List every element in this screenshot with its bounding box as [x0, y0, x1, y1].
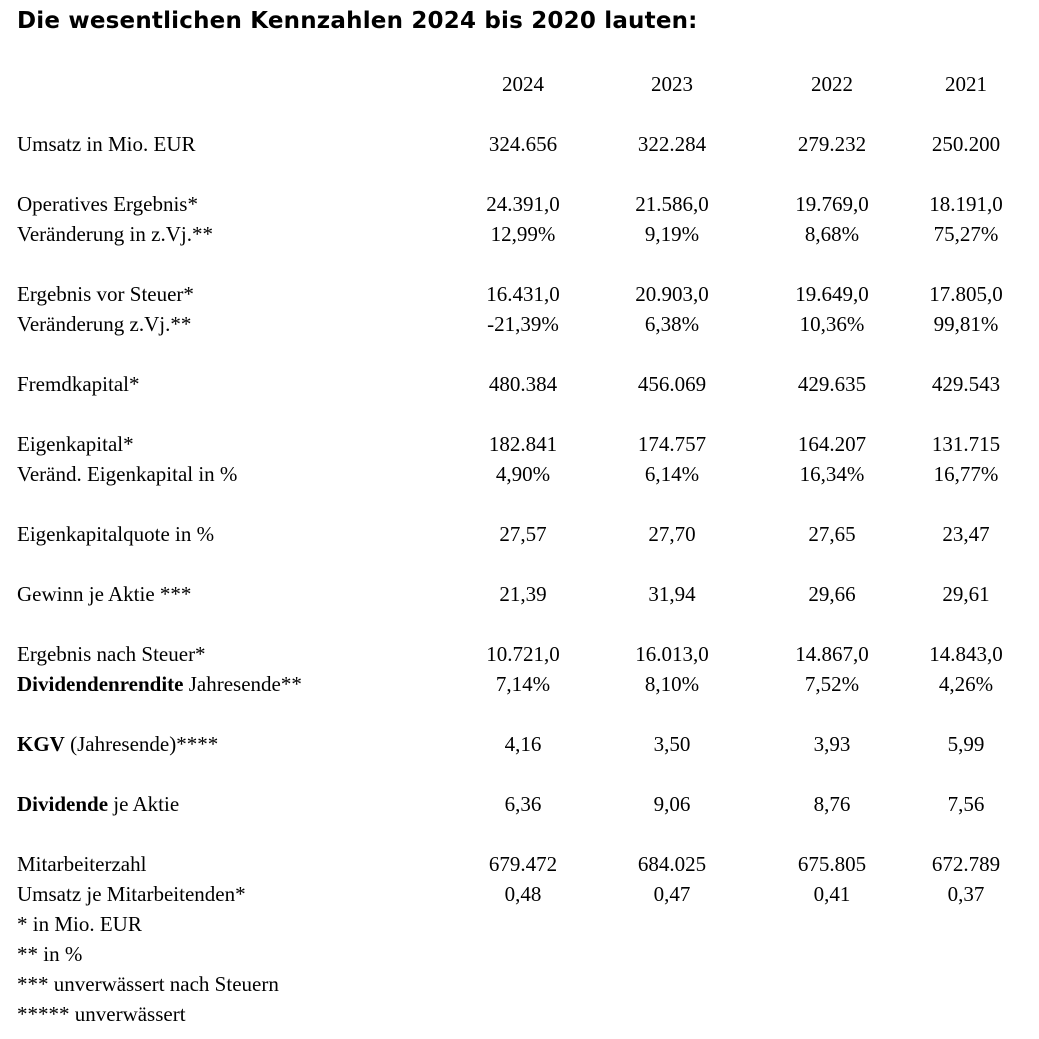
table-cell: 679.472	[488, 852, 558, 876]
row-label-fremdkapital: Fremdkapital*	[17, 372, 140, 396]
table-cell: 31,94	[648, 582, 696, 606]
table-cell: 99,81%	[933, 312, 999, 336]
table-cell: 250.200	[931, 132, 1001, 156]
row-label-rest: je Aktie	[108, 792, 180, 816]
table-cell: 7,52%	[804, 672, 860, 696]
table-cell: 24.391,0	[486, 192, 560, 216]
table-cell: 672.789	[931, 852, 1001, 876]
table-cell: 19.769,0	[795, 192, 869, 216]
table-cell: 16,77%	[933, 462, 999, 486]
table-cell: 131.715	[931, 432, 1001, 456]
row-label-bold: Dividende	[17, 792, 109, 816]
row-label-ergebnis-vor-steuer: Ergebnis vor Steuer*	[17, 282, 194, 306]
table-cell: 0,41	[813, 882, 851, 906]
row-label-eigenkapitalquote: Eigenkapitalquote in %	[17, 522, 215, 546]
table-cell: 9,06	[653, 792, 691, 816]
table-cell: 14.867,0	[795, 642, 869, 666]
table-cell: 16.431,0	[486, 282, 560, 306]
table-cell: 27,65	[808, 522, 856, 546]
footnote: *** unverwässert nach Steuern	[17, 972, 279, 996]
table-cell: 0,47	[653, 882, 691, 906]
row-label-veraenderung-operativ: Veränderung in z.Vj.**	[17, 222, 213, 246]
table-cell: 3,50	[653, 732, 691, 756]
table-cell: 456.069	[637, 372, 707, 396]
table-cell: 16.013,0	[635, 642, 709, 666]
table-cell: 10.721,0	[486, 642, 560, 666]
table-cell: 4,16	[504, 732, 542, 756]
table-cell: 4,90%	[495, 462, 551, 486]
table-cell: -21,39%	[487, 312, 559, 336]
table-cell: 21.586,0	[635, 192, 709, 216]
table-cell: 27,70	[648, 522, 696, 546]
table-cell: 4,26%	[938, 672, 994, 696]
table-cell: 8,76	[813, 792, 851, 816]
table-cell: 5,99	[947, 732, 985, 756]
row-label-eigenkapital: Eigenkapital*	[17, 432, 134, 456]
table-cell: 429.543	[931, 372, 1001, 396]
year-header-2022: 2022	[811, 72, 853, 96]
table-cell: 429.635	[797, 372, 867, 396]
row-label-bold: KGV	[17, 732, 65, 756]
row-label-kgv	[17, 729, 218, 759]
row-label-dividende	[17, 789, 179, 819]
table-cell: 27,57	[499, 522, 547, 546]
table-cell: 29,66	[808, 582, 856, 606]
row-label-operatives-ergebnis: Operatives Ergebnis*	[17, 192, 198, 216]
row-label-rest: Jahresende**	[183, 672, 302, 696]
table-cell: 19.649,0	[795, 282, 869, 306]
table-cell: 684.025	[637, 852, 707, 876]
table-cell: 164.207	[797, 432, 867, 456]
table-cell: 14.843,0	[929, 642, 1003, 666]
table-cell: 6,36	[504, 792, 542, 816]
table-cell: 75,27%	[933, 222, 999, 246]
table-cell: 9,19%	[644, 222, 700, 246]
year-header-2021: 2021	[945, 72, 987, 96]
row-label-veraend-eigenkapital: Veränd. Eigenkapital in %	[17, 462, 238, 486]
table-cell: 8,10%	[644, 672, 700, 696]
table-cell: 21,39	[499, 582, 547, 606]
table-cell: 23,47	[942, 522, 990, 546]
table-cell: 16,34%	[799, 462, 865, 486]
footnote: ***** unverwässert	[17, 1002, 186, 1026]
table-cell: 480.384	[488, 372, 558, 396]
table-cell: 8,68%	[804, 222, 860, 246]
table-cell: 6,14%	[644, 462, 700, 486]
row-label-mitarbeiterzahl: Mitarbeiterzahl	[17, 852, 147, 876]
row-label-rest: (Jahresende)****	[64, 732, 219, 756]
row-label-gewinn-je-aktie: Gewinn je Aktie ***	[17, 582, 192, 606]
table-cell: 17.805,0	[929, 282, 1003, 306]
table-cell: 7,56	[947, 792, 985, 816]
row-label-veraenderung-vor-steuer: Veränderung z.Vj.**	[17, 312, 192, 336]
table-cell: 675.805	[797, 852, 867, 876]
footnote: * in Mio. EUR	[17, 912, 142, 936]
row-label-dividendenrendite	[17, 669, 302, 699]
table-cell: 18.191,0	[929, 192, 1003, 216]
table-cell: 279.232	[797, 132, 867, 156]
footnote: ** in %	[17, 942, 83, 966]
table-cell: 10,36%	[799, 312, 865, 336]
table-cell: 20.903,0	[635, 282, 709, 306]
table-cell: 0,37	[947, 882, 985, 906]
year-header-2024: 2024	[502, 72, 544, 96]
table-cell: 6,38%	[644, 312, 700, 336]
table-cell: 29,61	[942, 582, 990, 606]
page-title: Die wesentlichen Kennzahlen 2024 bis 2020 lauten:	[17, 8, 698, 34]
table-cell: 3,93	[813, 732, 851, 756]
row-label-bold: Dividendenrendite	[17, 672, 184, 696]
row-label-umsatz-je-mitarbeitenden: Umsatz je Mitarbeitenden*	[17, 882, 246, 906]
row-label-ergebnis-nach-steuer: Ergebnis nach Steuer*	[17, 642, 206, 666]
table-cell: 324.656	[488, 132, 558, 156]
row-label-umsatz: Umsatz in Mio. EUR	[17, 132, 196, 156]
table-cell: 174.757	[637, 432, 707, 456]
table-cell: 0,48	[504, 882, 542, 906]
table-cell: 182.841	[488, 432, 558, 456]
table-cell: 322.284	[637, 132, 707, 156]
year-header-2023: 2023	[651, 72, 693, 96]
table-cell: 7,14%	[495, 672, 551, 696]
table-cell: 12,99%	[490, 222, 556, 246]
